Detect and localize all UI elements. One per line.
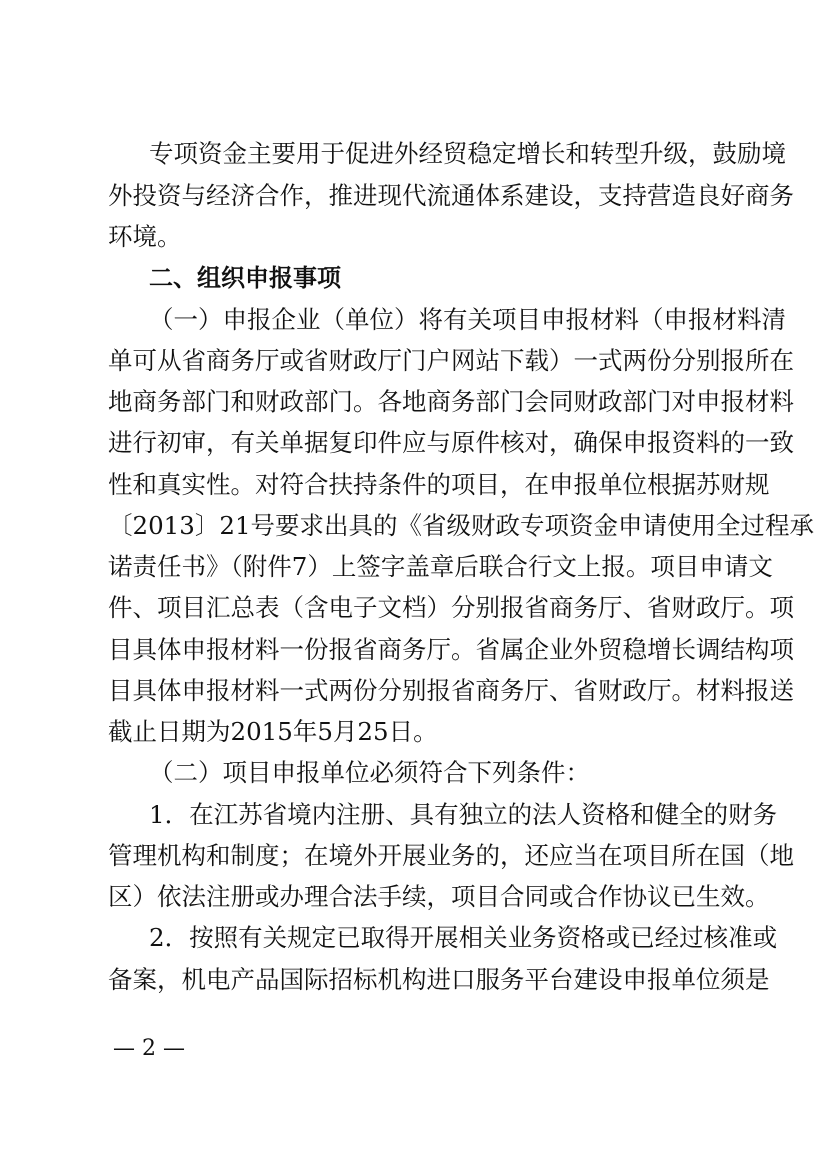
- paragraph-line: 1．在江苏省境内注册、具有独立的法人资格和健全的财务: [149, 800, 778, 829]
- subsection-heading: （二）项目申报单位必须符合下列条件：: [149, 758, 590, 787]
- section-heading: 二、组织申报事项: [149, 264, 341, 292]
- paragraph-line: 目具体申报材料一份报省商务厅。省属企业外贸稳增长调结构项: [108, 635, 794, 664]
- paragraph-line: 进行初审，有关单据复印件应与原件核对，确保申报资料的一致: [108, 428, 794, 457]
- paragraph-line: 管理机构和制度；在境外开展业务的，还应当在项目所在国（地: [108, 841, 794, 870]
- paragraph-line: 备案，机电产品国际招标机构进口服务平台建设申报单位须是: [108, 965, 770, 994]
- paragraph-line: 〔2013〕21号要求出具的《省级财政专项资金申请使用全过程承: [108, 511, 815, 540]
- paragraph-line: 件、项目汇总表（含电子文档）分别报省商务厅、省财政厅。项: [108, 593, 794, 622]
- paragraph-line: （一）申报企业（单位）将有关项目申报材料（申报材料清: [149, 305, 786, 334]
- paragraph-line: 专项资金主要用于促进外经贸稳定增长和转型升级，鼓励境: [149, 139, 786, 168]
- paragraph-line: 单可从省商务厅或省财政厅门户网站下载）一式两份分别报所在: [108, 346, 794, 375]
- paragraph-line: 2．按照有关规定已取得开展相关业务资格或已经过核准或: [149, 923, 778, 952]
- paragraph-line: 诺责任书》（附件7）上签字盖章后联合行文上报。项目申请文: [108, 552, 773, 581]
- paragraph-line: 环境。: [108, 222, 182, 251]
- paragraph-line: 区）依法注册或办理合法手续，项目合同或合作协议已生效。: [108, 882, 770, 911]
- paragraph-line: 地商务部门和财政部门。各地商务部门会同财政部门对申报材料: [108, 387, 794, 416]
- paragraph-line: 外投资与经济合作，推进现代流通体系建设，支持营造良好商务: [108, 181, 794, 210]
- paragraph-line: 目具体申报材料一式两份分别报省商务厅、省财政厅。材料报送: [108, 676, 794, 705]
- paragraph-line: 性和真实性。对符合扶持条件的项目，在申报单位根据苏财规: [108, 470, 770, 499]
- paragraph-line: 截止日期为2015年5月25日。: [108, 717, 438, 746]
- page-number: — 2 —: [113, 1036, 185, 1061]
